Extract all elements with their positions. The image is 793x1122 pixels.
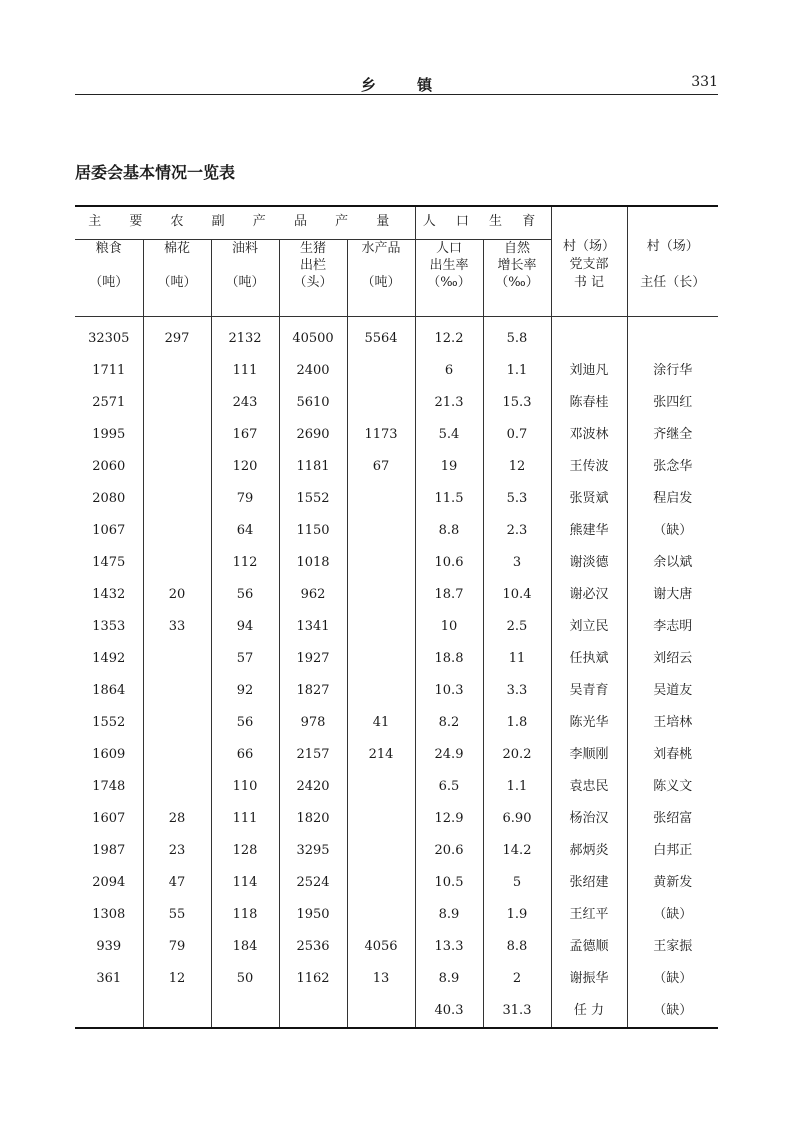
table-row [75,451,718,483]
cell-cotton: 55 [143,899,211,931]
cell-aquatic [347,803,415,835]
header-rule [75,94,718,95]
col-header-hogs [279,240,347,317]
col-header-grain [75,240,143,317]
cell-oilseed: 57 [211,643,279,675]
col-unit: （头） [293,275,333,290]
cell-secretary: 杨治汉 [551,803,627,835]
cell-grain: 1492 [92,651,126,666]
cell-secretary: 陈光华 [551,707,627,739]
cell-oilseed: 184 [211,931,279,963]
cell-director: （缺） [627,515,718,547]
cell-secretary: 孟德顺 [551,931,627,963]
cell-hogs: 2690 [279,419,347,451]
table-row [75,739,718,771]
table-row [75,355,718,387]
cell-aquatic: 1173 [347,419,415,451]
cell-growth-rate: 6.90 [483,803,551,835]
col-header-growth-rate [483,240,551,317]
cell-hogs: 2157 [279,739,347,771]
cell-aquatic: 5564 [347,317,415,356]
cell-grain: 1475 [92,555,126,570]
table-row [75,995,718,1028]
cell-aquatic [347,483,415,515]
cell-grain: 2080 [92,491,126,506]
table-row [75,867,718,899]
cell-oilseed: 120 [211,451,279,483]
cell-director: （缺） [627,995,718,1028]
cell-cotton [143,355,211,387]
cell-director: 张四红 [627,387,718,419]
cell-growth-rate: 0.7 [483,419,551,451]
table-row [75,515,718,547]
cell-oilseed: 114 [211,867,279,899]
cell-oilseed: 56 [211,579,279,611]
cell-aquatic [347,611,415,643]
col-unit: （‰） [427,275,471,290]
cell-birth-rate: 40.3 [415,995,483,1028]
cell-grain: 32305 [88,331,130,346]
col-label: 自然 增长率 [497,241,537,273]
cell-growth-rate: 2 [483,963,551,995]
table-row [75,899,718,931]
cell-aquatic [347,579,415,611]
cell-hogs: 5610 [279,387,347,419]
cell-growth-rate: 15.3 [483,387,551,419]
cell-birth-rate: 8.8 [415,515,483,547]
table-row [75,611,718,643]
cell-cotton [143,483,211,515]
cell-oilseed: 79 [211,483,279,515]
cell-aquatic [347,643,415,675]
col-unit: （‰） [495,275,539,290]
cell-oilseed: 56 [211,707,279,739]
cell-director: 刘绍云 [627,643,718,675]
cell-director: 程启发 [627,483,718,515]
cell-oilseed: 92 [211,675,279,707]
table-row [75,387,718,419]
cell-hogs: 1552 [279,483,347,515]
cell-hogs: 1018 [279,547,347,579]
cell-cotton [143,739,211,771]
cell-secretary: 刘立民 [551,611,627,643]
cell-secretary [551,317,627,356]
cell-hogs: 2536 [279,931,347,963]
cell-growth-rate: 5.3 [483,483,551,515]
cell-aquatic [347,387,415,419]
table-row [75,803,718,835]
cell-cotton [143,419,211,451]
cell-hogs: 1927 [279,643,347,675]
cell-birth-rate: 8.9 [415,963,483,995]
cell-secretary: 谢淡德 [551,547,627,579]
cell-director: 白邦正 [627,835,718,867]
cell-growth-rate: 14.2 [483,835,551,867]
cell-growth-rate: 11 [483,643,551,675]
col-unit: （吨） [361,275,401,290]
table-title: 居委会基本情况一览表 [75,163,236,182]
cell-oilseed: 167 [211,419,279,451]
cell-hogs: 1341 [279,611,347,643]
cell-oilseed: 66 [211,739,279,771]
cell-cotton: 12 [143,963,211,995]
cell-aquatic [347,355,415,387]
cell-growth-rate: 31.3 [483,995,551,1028]
cell-growth-rate: 10.4 [483,579,551,611]
table-row [75,835,718,867]
cell-birth-rate: 10.3 [415,675,483,707]
cell-oilseed: 94 [211,611,279,643]
cell-grain: 1864 [92,683,126,698]
cell-cotton: 79 [143,931,211,963]
cell-oilseed: 2132 [211,317,279,356]
col-label: 水产品 [361,241,401,256]
cell-growth-rate: 5.8 [483,317,551,356]
cell-birth-rate: 21.3 [415,387,483,419]
cell-hogs: 1150 [279,515,347,547]
cell-grain: 361 [96,971,122,986]
cell-secretary: 袁忠民 [551,771,627,803]
cell-director: 齐继全 [627,419,718,451]
cell-hogs: 962 [279,579,347,611]
cell-aquatic: 41 [347,707,415,739]
cell-birth-rate: 10.5 [415,867,483,899]
cell-growth-rate: 8.8 [483,931,551,963]
cell-grain: 939 [96,939,122,954]
cell-birth-rate: 24.9 [415,739,483,771]
header-director [627,206,718,317]
cell-hogs [279,995,347,1028]
cell-director: （缺） [627,963,718,995]
cell-grain: 1609 [92,747,126,762]
cell-grain: 1711 [92,363,126,378]
cell-birth-rate: 8.9 [415,899,483,931]
cell-hogs: 2400 [279,355,347,387]
cell-oilseed: 128 [211,835,279,867]
running-head: 乡 镇 [360,76,451,94]
cell-growth-rate: 1.1 [483,355,551,387]
cell-grain: 2571 [92,395,126,410]
cell-secretary: 郝炳炎 [551,835,627,867]
cell-aquatic: 13 [347,963,415,995]
cell-birth-rate: 18.8 [415,643,483,675]
cell-grain: 1308 [92,907,126,922]
cell-grain: 1987 [92,843,126,858]
cell-grain: 1432 [92,587,126,602]
cell-birth-rate: 5.4 [415,419,483,451]
cell-grain: 1067 [92,523,126,538]
cell-oilseed [211,995,279,1028]
header-population: 人 口 生 育 [415,206,551,240]
cell-birth-rate: 18.7 [415,579,483,611]
table-body [75,317,718,1029]
cell-aquatic [347,515,415,547]
cell-aquatic: 214 [347,739,415,771]
cell-oilseed: 243 [211,387,279,419]
cell-cotton: 28 [143,803,211,835]
table-row [75,317,718,356]
cell-cotton: 297 [143,317,211,356]
cell-growth-rate: 12 [483,451,551,483]
cell-director: 余以斌 [627,547,718,579]
col-header-birth-rate [415,240,483,317]
cell-growth-rate: 3.3 [483,675,551,707]
col-header-cotton [143,240,211,317]
cell-hogs: 3295 [279,835,347,867]
cell-aquatic: 4056 [347,931,415,963]
cell-cotton [143,643,211,675]
cell-director: 谢大唐 [627,579,718,611]
col-label: 人口 出生率 [429,241,469,273]
cell-aquatic: 67 [347,451,415,483]
cell-hogs: 1181 [279,451,347,483]
cell-oilseed: 110 [211,771,279,803]
header-secretary [551,206,627,317]
cell-secretary: 熊建华 [551,515,627,547]
cell-birth-rate: 12.2 [415,317,483,356]
col-label: 油料 [231,241,258,256]
cell-aquatic [347,995,415,1028]
cell-growth-rate: 20.2 [483,739,551,771]
cell-hogs: 978 [279,707,347,739]
col-unit: （吨） [225,275,265,290]
col-label: 粮食 [95,241,122,256]
cell-secretary: 吴青育 [551,675,627,707]
header-secretary-text: 村（场） 党支部 书 记 [562,238,615,290]
cell-grain: 2094 [92,875,126,890]
cell-secretary: 刘迪凡 [551,355,627,387]
cell-cotton [143,451,211,483]
cell-oilseed: 50 [211,963,279,995]
cell-cotton [143,387,211,419]
col-header-oilseed [211,240,279,317]
table-row [75,931,718,963]
cell-secretary: 张绍建 [551,867,627,899]
col-label: 生猪 出栏 [299,241,326,273]
table-row [75,963,718,995]
table-row [75,419,718,451]
cell-birth-rate: 13.3 [415,931,483,963]
header-director-text: 村（场） 主任（长） [640,238,706,290]
cell-secretary: 王传波 [551,451,627,483]
cell-birth-rate: 20.6 [415,835,483,867]
cell-aquatic [347,771,415,803]
cell-hogs: 1820 [279,803,347,835]
cell-oilseed: 111 [211,355,279,387]
cell-growth-rate: 1.8 [483,707,551,739]
cell-growth-rate: 2.3 [483,515,551,547]
cell-grain: 1748 [92,779,126,794]
cell-aquatic [347,899,415,931]
cell-director: 吴道友 [627,675,718,707]
header-agriculture: 主 要 农 副 产 品 产 量 [75,206,415,240]
cell-aquatic [347,675,415,707]
cell-birth-rate: 6 [415,355,483,387]
cell-secretary: 任 力 [551,995,627,1028]
cell-growth-rate: 1.1 [483,771,551,803]
cell-aquatic [347,867,415,899]
cell-grain: 1607 [92,811,126,826]
cell-director: 王培林 [627,707,718,739]
cell-director [627,317,718,356]
cell-hogs: 1827 [279,675,347,707]
cell-secretary: 陈春桂 [551,387,627,419]
cell-hogs: 1162 [279,963,347,995]
cell-aquatic [347,835,415,867]
cell-birth-rate: 10.6 [415,547,483,579]
cell-grain: 1995 [92,427,126,442]
cell-grain [75,995,143,1028]
cell-cotton: 33 [143,611,211,643]
cell-secretary: 谢必汉 [551,579,627,611]
cell-oilseed: 64 [211,515,279,547]
table-row [75,707,718,739]
cell-cotton [143,995,211,1028]
table-row [75,579,718,611]
cell-cotton [143,515,211,547]
page-number: 331 [691,74,718,90]
cell-hogs: 40500 [279,317,347,356]
cell-aquatic [347,547,415,579]
stats-table [75,205,718,1029]
cell-oilseed: 118 [211,899,279,931]
cell-birth-rate: 8.2 [415,707,483,739]
cell-secretary: 谢振华 [551,963,627,995]
cell-birth-rate: 11.5 [415,483,483,515]
cell-birth-rate: 10 [415,611,483,643]
cell-cotton: 23 [143,835,211,867]
cell-hogs: 1950 [279,899,347,931]
cell-cotton: 20 [143,579,211,611]
table-row [75,771,718,803]
cell-director: （缺） [627,899,718,931]
cell-secretary: 任执斌 [551,643,627,675]
cell-growth-rate: 1.9 [483,899,551,931]
cell-director: 张念华 [627,451,718,483]
col-unit: （吨） [157,275,197,290]
table-row [75,675,718,707]
table-row [75,547,718,579]
cell-director: 王家振 [627,931,718,963]
cell-cotton [143,707,211,739]
col-header-aquatic [347,240,415,317]
cell-grain: 1353 [92,619,126,634]
table-row [75,643,718,675]
cell-cotton [143,675,211,707]
cell-cotton: 47 [143,867,211,899]
cell-director: 刘春桃 [627,739,718,771]
col-label: 棉花 [163,241,190,256]
cell-birth-rate: 19 [415,451,483,483]
cell-director: 李志明 [627,611,718,643]
cell-birth-rate: 6.5 [415,771,483,803]
cell-growth-rate: 2.5 [483,611,551,643]
cell-hogs: 2524 [279,867,347,899]
cell-director: 陈义文 [627,771,718,803]
col-unit: （吨） [89,275,129,290]
cell-cotton [143,771,211,803]
cell-cotton [143,547,211,579]
cell-director: 涂行华 [627,355,718,387]
table-row [75,483,718,515]
cell-oilseed: 111 [211,803,279,835]
cell-oilseed: 112 [211,547,279,579]
cell-secretary: 邓波林 [551,419,627,451]
cell-grain: 1552 [92,715,126,730]
cell-director: 张绍富 [627,803,718,835]
cell-secretary: 李顺刚 [551,739,627,771]
cell-hogs: 2420 [279,771,347,803]
cell-secretary: 张贤斌 [551,483,627,515]
cell-director: 黄新发 [627,867,718,899]
cell-secretary: 王红平 [551,899,627,931]
cell-grain: 2060 [92,459,126,474]
group-header-row [75,206,718,240]
cell-growth-rate: 5 [483,867,551,899]
cell-growth-rate: 3 [483,547,551,579]
cell-birth-rate: 12.9 [415,803,483,835]
